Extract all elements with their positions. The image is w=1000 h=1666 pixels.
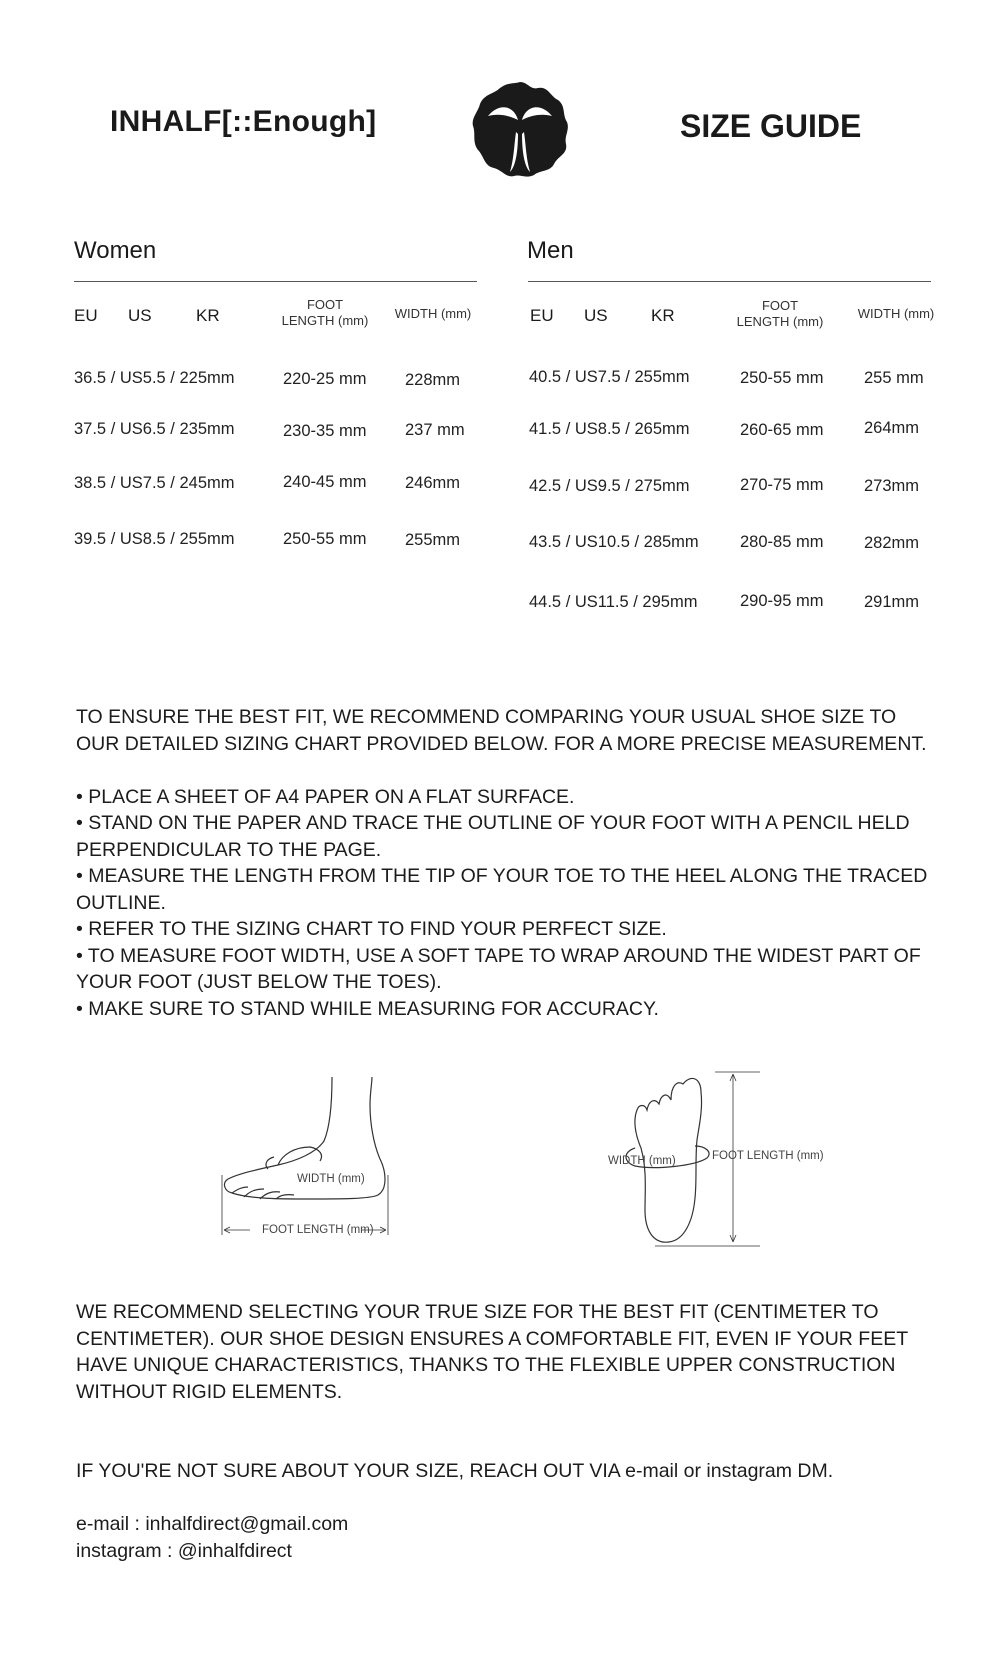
instruction-bullet-cont: PERPENDICULAR TO THE PAGE. — [76, 838, 382, 861]
men-section-title: Men — [527, 237, 574, 264]
women-col-us: US — [128, 306, 152, 325]
women-col-eu: EU — [74, 306, 98, 325]
men-col-us: US — [584, 306, 608, 325]
instruction-bullet: • STAND ON THE PAPER AND TRACE THE OUTLINE OF YOUR FOOT WITH A PENCIL HELD — [76, 812, 910, 834]
brand-logo — [470, 80, 570, 178]
table-cell-width: 237 mm — [405, 421, 465, 439]
table-cell-width: 228mm — [405, 371, 461, 389]
table-cell-length: 280-85 mm — [740, 533, 824, 551]
table-cell-width: 273mm — [864, 477, 920, 495]
table-cell-width: 264mm — [864, 419, 920, 437]
table-cell-width: 255 mm — [864, 369, 924, 387]
instruction-bullet: • REFER TO THE SIZING CHART TO FIND YOUR PERFECT SIZE. — [76, 918, 667, 940]
recommendation-block — [76, 1299, 946, 1405]
contact-block — [76, 1511, 946, 1564]
table-cell-width: 282mm — [864, 534, 920, 552]
table-cell-length: 270-75 mm — [740, 476, 824, 494]
women-col-foot-line2: LENGTH (mm) — [281, 313, 369, 328]
table-cell-size: 39.5 / US8.5 / 255mm — [74, 530, 235, 548]
recommendation-line: HAVE UNIQUE CHARACTERISTICS, THANKS TO THE FLEXIBLE UPPER CONSTRUCTION — [76, 1354, 896, 1376]
instruction-bullet: • MAKE SURE TO STAND WHILE MEASURING FOR ACCURACY. — [76, 997, 659, 1020]
foot-side-diagram — [220, 1075, 410, 1245]
table-cell-length: 250-55 mm — [283, 530, 367, 548]
table-cell-length: 220-25 mm — [283, 370, 367, 388]
table-cell-length: 250-55 mm — [740, 369, 824, 387]
table-cell-size: 36.5 / US5.5 / 225mm — [74, 369, 235, 387]
men-divider — [528, 281, 931, 282]
table-cell-size: 40.5 / US7.5 / 255mm — [529, 368, 690, 386]
side-width-label: WIDTH (mm) — [297, 1173, 365, 1185]
page-title: SIZE GUIDE — [680, 108, 862, 144]
instruction-intro-line: OUR DETAILED SIZING CHART PROVIDED BELOW. FOR A MORE PRECISE MEASUREMENT. — [76, 732, 927, 755]
brand-name: INHALF[::Enough] — [110, 105, 377, 138]
women-col-kr: KR — [196, 306, 220, 325]
recommendation-line: CENTIMETER). OUR SHOE DESIGN ENSURES A COMFORTABLE FIT, EVEN IF YOUR FEET — [76, 1327, 909, 1350]
table-cell-length: 240-45 mm — [283, 473, 367, 491]
instruction-bullet: • MEASURE THE LENGTH FROM THE TIP OF YOUR TOE TO THE HEEL ALONG THE TRACED — [76, 865, 928, 887]
table-cell-length: 290-95 mm — [740, 592, 824, 610]
table-cell-width: 246mm — [405, 474, 461, 492]
table-cell-width: 255mm — [405, 531, 461, 549]
contact-note: IF YOU'RE NOT SURE ABOUT YOUR SIZE, REACH OUT VIA e-mail or instagram DM. — [76, 1460, 834, 1482]
instruction-bullet: • TO MEASURE FOOT WIDTH, USE A SOFT TAPE TO WRAP AROUND THE WIDEST PART OF — [76, 944, 921, 967]
table-cell-length: 230-35 mm — [283, 422, 367, 440]
table-cell-size: 41.5 / US8.5 / 265mm — [529, 420, 690, 438]
recommendation-line: WE RECOMMEND SELECTING YOUR TRUE SIZE FOR THE BEST FIT (CENTIMETER TO — [76, 1301, 879, 1323]
instruction-bullet-cont: YOUR FOOT (JUST BELOW THE TOES). — [76, 971, 442, 993]
men-col-width: WIDTH (mm) — [857, 306, 935, 321]
table-cell-size: 44.5 / US11.5 / 295mm — [529, 593, 698, 611]
women-col-foot-line1: FOOT — [306, 297, 344, 312]
contact-email[interactable]: e-mail : inhalfdirect@gmail.com — [76, 1513, 349, 1535]
side-length-label: FOOT LENGTH (mm) — [262, 1224, 374, 1236]
sole-width-label: WIDTH (mm) — [608, 1155, 676, 1167]
men-col-kr: KR — [651, 306, 675, 325]
recommendation-line: WITHOUT RIGID ELEMENTS. — [76, 1380, 343, 1403]
table-cell-size: 42.5 / US9.5 / 275mm — [529, 477, 690, 495]
sole-length-label: FOOT LENGTH (mm) — [712, 1150, 824, 1162]
contact-instagram[interactable]: instagram : @inhalfdirect — [76, 1539, 292, 1562]
instructions-block — [76, 704, 946, 1022]
women-col-foot-length — [270, 297, 380, 329]
men-col-foot-line2: LENGTH (mm) — [736, 314, 824, 329]
women-divider — [74, 281, 477, 282]
men-col-foot-line1: FOOT — [761, 298, 799, 313]
instruction-bullet-cont: OUTLINE. — [76, 891, 166, 914]
men-col-eu: EU — [530, 306, 554, 325]
instruction-bullet: • PLACE A SHEET OF A4 PAPER ON A FLAT SURFACE. — [76, 785, 575, 808]
women-col-width: WIDTH (mm) — [394, 306, 472, 321]
men-col-foot-length — [725, 298, 835, 330]
table-cell-size: 38.5 / US7.5 / 245mm — [74, 474, 235, 492]
table-cell-size: 43.5 / US10.5 / 285mm — [529, 533, 699, 551]
instruction-intro-line: TO ENSURE THE BEST FIT, WE RECOMMEND COMPARING YOUR USUAL SHOE SIZE TO — [76, 706, 897, 728]
table-cell-size: 37.5 / US6.5 / 235mm — [74, 420, 235, 438]
table-cell-length: 260-65 mm — [740, 421, 824, 439]
table-cell-width: 291mm — [864, 593, 920, 611]
women-section-title: Women — [74, 237, 157, 264]
